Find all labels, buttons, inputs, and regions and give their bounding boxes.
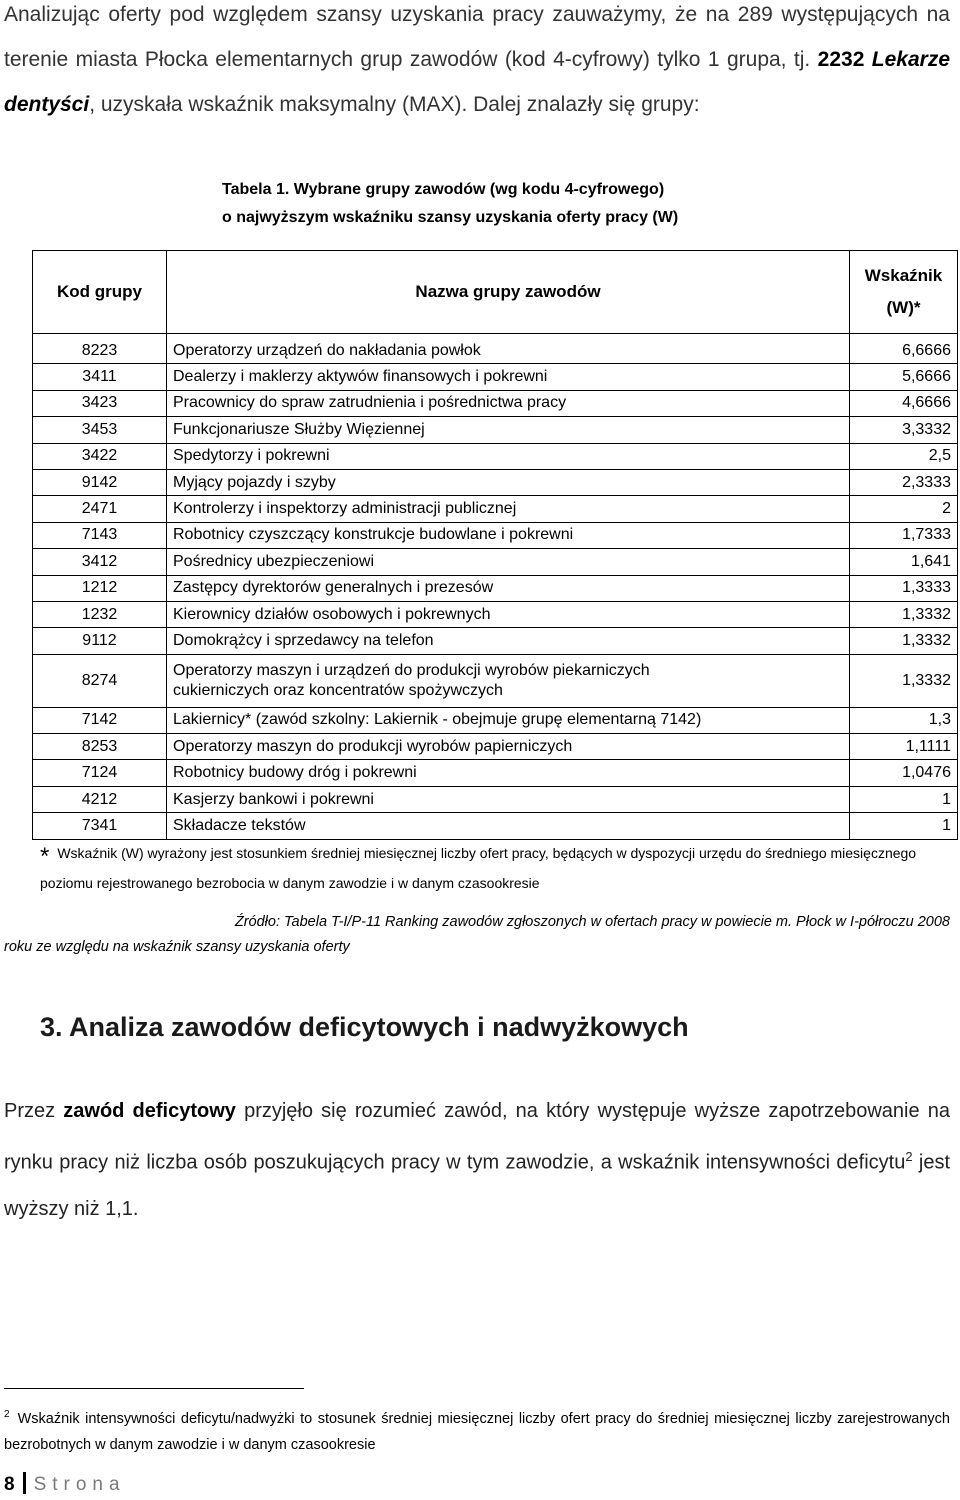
note-star: * [40, 843, 50, 870]
intro-text-before: Analizując oferty pod względem szansy uzyskania pracy zauważymy, że na 289 występujących na terenie miasta Płocka elementarnych grup zawodów (kod 4-cyfrowy) tylko 1 grupa, tj. [4, 3, 950, 71]
table-row [33, 786, 958, 812]
cell-value: 1,7333 [850, 522, 958, 548]
cell-name: Kierownicy działów osobowych i pokrewnych [167, 601, 850, 627]
table-row [33, 364, 958, 390]
cell-value: 1,1111 [850, 734, 958, 760]
table-row [33, 628, 958, 654]
cell-code: 9142 [33, 469, 167, 495]
source-line2: roku ze względu na wskaźnik szansy uzyskania oferty [4, 939, 350, 955]
cell-name: Operatorzy urządzeń do nakładania powłok [167, 334, 850, 364]
cell-name: Lakiernicy* (zawód szkolny: Lakiernik - obejmuje grupę elementarną 7142) [167, 707, 850, 733]
table-row [33, 549, 958, 575]
cell-code: 3411 [33, 364, 167, 390]
cell-name: Kasjerzy bankowi i pokrewni [167, 786, 850, 812]
cell-value: 4,6666 [850, 390, 958, 416]
page-number: 8 [4, 1474, 15, 1495]
cell-code: 7142 [33, 707, 167, 733]
cell-name: Pośrednicy ubezpieczeniowi [167, 549, 850, 575]
table-row [33, 496, 958, 522]
cell-code: 3453 [33, 417, 167, 443]
cell-name-line1: Operatorzy maszyn i urządzeń do produkcji wyrobów piekarniczych [173, 661, 650, 679]
cell-value: 1 [850, 813, 958, 839]
table-row [33, 760, 958, 786]
cell-code: 8274 [33, 654, 167, 707]
intro-paragraph [4, 0, 950, 127]
cell-value: 1,0476 [850, 760, 958, 786]
para-term: zawód deficytowy [63, 1100, 236, 1122]
cell-name [167, 654, 850, 707]
intro-text-after: , uzyskała wskaźnik maksymalny (MAX). Dalej znalazły się grupy: [89, 93, 700, 116]
cell-code: 3423 [33, 390, 167, 416]
cell-value: 6,6666 [850, 334, 958, 364]
para-middle: przyjęło się rozumieć zawód, na który występuje wyższe zapotrzebowanie na rynku pracy niż liczba osób poszukujących pracy w tym zawodzie, a wskaźnik intensywności deficytu [4, 1100, 950, 1174]
table-row [33, 734, 958, 760]
cell-code: 8223 [33, 334, 167, 364]
header-index-line2: (W)* [886, 298, 921, 317]
cell-name: Myjący pojazdy i szyby [167, 469, 850, 495]
cell-value: 1,641 [850, 549, 958, 575]
intro-code: 2232 [817, 48, 865, 71]
footnote-text: Wskaźnik intensywności deficytu/nadwyżki to stosunek średniej miesięcznej liczby ofert pracy do średniej miesięcznej liczby zarejestrowanych bezrobotnych w danym zawodzie i w danym czasookresie [4, 1410, 950, 1453]
cell-name: Operatorzy maszyn do produkcji wyrobów papierniczych [167, 734, 850, 760]
cell-code: 7143 [33, 522, 167, 548]
cell-name: Składacze tekstów [167, 813, 850, 839]
cell-name: Funkcjonariusze Służby Więziennej [167, 417, 850, 443]
cell-name: Zastępcy dyrektorów generalnych i prezesów [167, 575, 850, 601]
cell-code: 1212 [33, 575, 167, 601]
cell-code: 9112 [33, 628, 167, 654]
table-row [33, 443, 958, 469]
cell-code: 1232 [33, 601, 167, 627]
cell-value: 5,6666 [850, 364, 958, 390]
footnote [4, 1402, 950, 1458]
cell-code: 7341 [33, 813, 167, 839]
cell-name: Kontrolerzy i inspektorzy administracji publicznej [167, 496, 850, 522]
table-note [40, 840, 950, 896]
cell-name: Robotnicy czyszczący konstrukcje budowlane i pokrewni [167, 522, 850, 548]
cell-value: 1,3333 [850, 575, 958, 601]
caption-label: Tabela 1. [222, 181, 290, 198]
cell-code: 2471 [33, 496, 167, 522]
table-row [33, 390, 958, 416]
header-index-line1: Wskaźnik [864, 266, 943, 285]
footnote-mark: 2 [4, 1409, 10, 1420]
footer-separator [23, 1472, 26, 1494]
cell-code: 3412 [33, 549, 167, 575]
cell-code: 8253 [33, 734, 167, 760]
header-code: Kod grupy [33, 251, 167, 334]
cell-code: 4212 [33, 786, 167, 812]
para-after: jest wyższy niż 1,1. [4, 1151, 950, 1220]
occupation-table [32, 250, 958, 840]
table-header-row [33, 251, 958, 334]
cell-value: 1,3332 [850, 654, 958, 707]
note-text: Wskaźnik (W) wyrażony jest stosunkiem średniej miesięcznej liczby ofert pracy, będących w dyspozycji urzędu do średniego miesięcznego poziomu rejestrowanego bezrobocia w danym zawodzie i w danym czasookresie [40, 845, 917, 891]
intro-occupation: Lekarze dentyści [4, 48, 950, 116]
section-heading: 3. Analiza zawodów deficytowych i nadwyżkowych [40, 1012, 689, 1042]
cell-name: Dealerzy i maklerzy aktywów finansowych i pokrewni [167, 364, 850, 390]
cell-name: Robotnicy budowy dróg i pokrewni [167, 760, 850, 786]
table-row [33, 522, 958, 548]
table-row [33, 707, 958, 733]
footnote-divider [4, 1388, 304, 1389]
cell-code: 7124 [33, 760, 167, 786]
cell-name: Spedytorzy i pokrewni [167, 443, 850, 469]
cell-name-line2: cukierniczych oraz koncentratów spożywczych [173, 681, 503, 699]
page-word: Strona [33, 1474, 126, 1495]
cell-value: 1,3332 [850, 601, 958, 627]
cell-name: Domokrążcy i sprzedawcy na telefon [167, 628, 850, 654]
para-before: Przez [4, 1100, 64, 1122]
cell-value: 3,3332 [850, 417, 958, 443]
cell-value: 1,3 [850, 707, 958, 733]
table-caption [222, 176, 678, 232]
table-row [33, 654, 958, 707]
table-row [33, 575, 958, 601]
cell-value: 2 [850, 496, 958, 522]
cell-value: 2,3333 [850, 469, 958, 495]
cell-value: 2,5 [850, 443, 958, 469]
header-index [850, 251, 958, 334]
caption-title-line2: o najwyższym wskaźniku szansy uzyskania oferty pracy (W) [222, 209, 679, 226]
cell-code: 3422 [33, 443, 167, 469]
table-row [33, 601, 958, 627]
cell-value: 1,3332 [850, 628, 958, 654]
table-source [4, 910, 950, 960]
page-footer [4, 1472, 126, 1496]
section-paragraph [4, 1088, 950, 1232]
table-row [33, 469, 958, 495]
para-footnote-ref[interactable]: 2 [905, 1149, 913, 1164]
table-row [33, 813, 958, 839]
source-line1: Źródło: Tabela T-I/P-11 Ranking zawodów zgłoszonych w ofertach pracy w powiecie m. Płock w I-półroczu 2008 [234, 914, 950, 930]
table-body [33, 334, 958, 840]
cell-value: 1 [850, 786, 958, 812]
table-row [33, 417, 958, 443]
caption-title-line1: Wybrane grupy zawodów (wg kodu 4-cyfrowego) [293, 181, 665, 198]
header-name: Nazwa grupy zawodów [167, 251, 850, 334]
cell-name: Pracownicy do spraw zatrudnienia i pośrednictwa pracy [167, 390, 850, 416]
table-row [33, 334, 958, 364]
